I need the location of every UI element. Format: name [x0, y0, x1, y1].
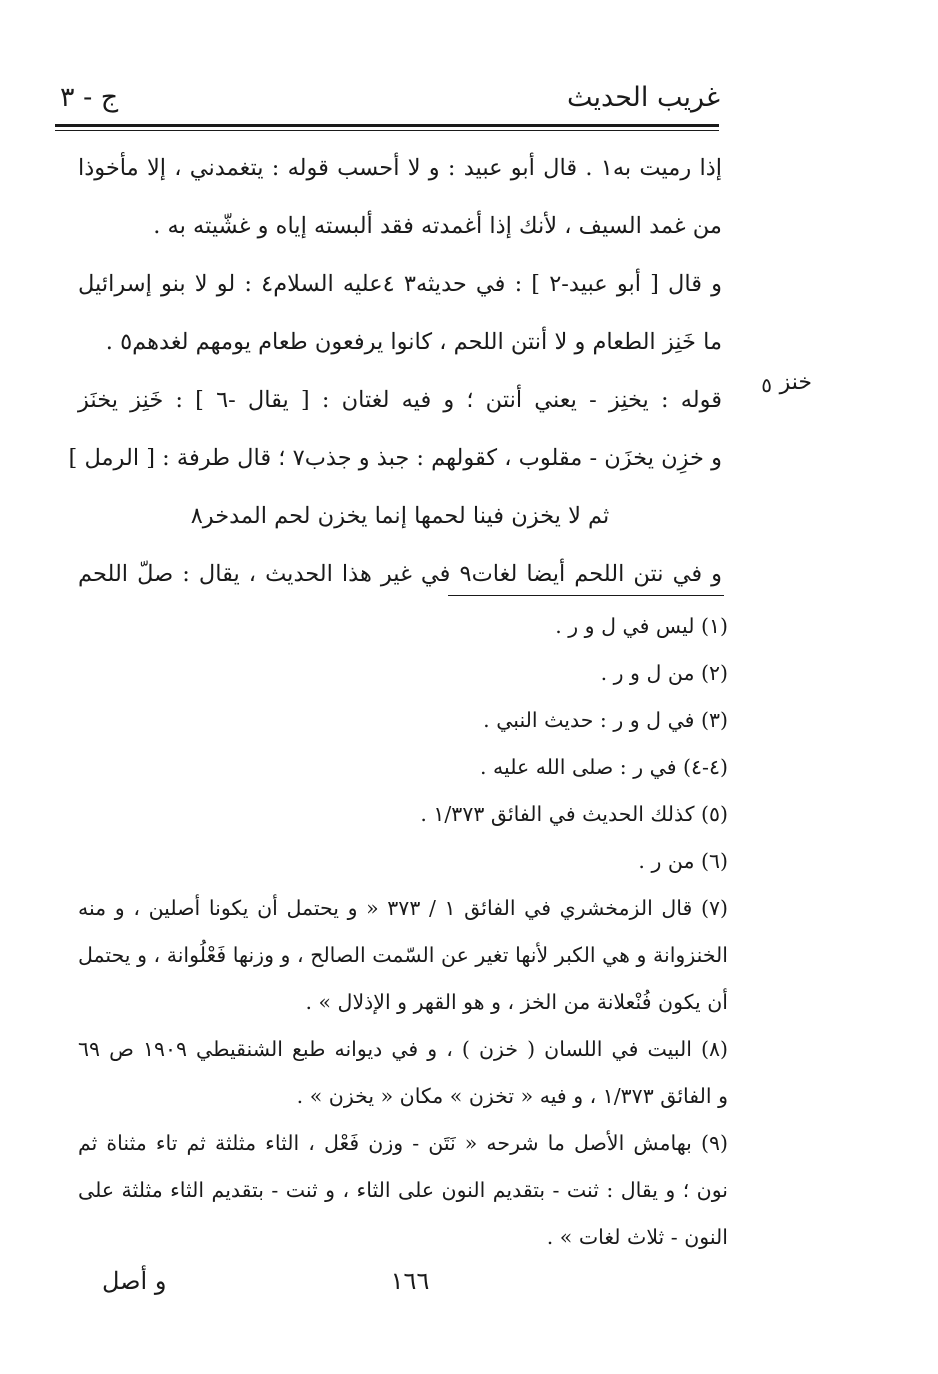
footnote-separator: [448, 595, 724, 596]
footnote: (٢) من ل و ر .: [600, 661, 728, 685]
footnote: (٦) من ر .: [638, 849, 728, 873]
body-line: و قال [ أبو عبيد-٢ ] : في حديثه٣ ٤عليه السلام٤ : لو لا بنو إسرائيل: [78, 271, 722, 297]
footnote-continuation: نون ؛ و يقال : ثنت - بتقديم النون على الثاء ، و ثنت - بتقديم الثاء مثلثة على: [78, 1178, 728, 1202]
footnote: (٤-٤) في ر : صلى الله عليه .: [480, 755, 728, 779]
margin-headword: خنز: [779, 370, 812, 395]
main-text: [68, 144, 723, 608]
body-line: و في نتن اللحم أيضا لغات٩ في غير هذا الحديث ، يقال : صلّ اللحم: [78, 561, 723, 587]
footnote: (٩) بهامش الأصل ما شرحه « نَتَن - وزن فَعْل ، الثاء مثلثة ثم تاء مثناة ثم: [78, 1131, 728, 1155]
running-header: [60, 78, 720, 122]
verse-line: ثم لا يخزن فينا لحمها إنما يخزن لحم المدخر٨: [190, 503, 610, 529]
catchword: و أصل: [102, 1267, 167, 1295]
margin-section-number: ٥: [761, 373, 772, 397]
header-title: غريب الحديث: [567, 82, 720, 113]
body-line: من غمد السيف ، لأنك إذا أغمدته فقد ألبسته إياه و غشّيته به .: [153, 213, 722, 239]
footnotes: [78, 606, 728, 1264]
footnote-continuation: الخنزوانة و هي الكبر لأنها تغير عن السّمت الصالح ، و وزنها فَعْلُوانة ، و يحتمل: [78, 943, 728, 967]
footnote-continuation: و الفائق ١/٣٧٣ ، و فيه « تخزن » مكان « يخزن » .: [296, 1084, 728, 1108]
footnote: (٣) في ل و ر : حديث النبي .: [483, 708, 728, 732]
body-line: و خزِن يخزَن - مقلوب ، كقولهم : جبذ و جذب٧ ؛ قال طرفة : [ الرمل ]: [68, 445, 722, 471]
page-number: ١٦٦: [390, 1267, 430, 1295]
header-rule-thick: [55, 124, 719, 127]
footnote-continuation: النون - ثلاث لغات » .: [546, 1225, 728, 1249]
volume-label: ج - ٣: [60, 82, 119, 113]
footnote: (٧) قال الزمخشري في الفائق ١ / ٣٧٣ « و يحتمل أن يكونا أصلين ، و منه: [78, 896, 728, 920]
footnote: (٥) كذلك الحديث في الفائق ١/٣٧٣ .: [420, 802, 728, 826]
body-line: قوله : يخنِز - يعني أنتن ؛ و فيه لغتان : [ يقال -٦ ] : خَنِز يخنَز: [78, 387, 722, 413]
header-rule-thin: [55, 130, 719, 131]
footnote: (٨) البيت في اللسان ( خزن ) ، و في ديوانه طبع الشنقيطي ١٩٠٩ ص ٦٩: [78, 1037, 728, 1061]
footnote-continuation: أن يكون فُنْعلانة من الخز ، و هو القهر و الإذلال » .: [305, 990, 728, 1014]
body-line: ما خَنِز الطعام و لا أنتن اللحم ، كانوا يرفعون طعام يومهم لغدهم٥ .: [105, 329, 722, 355]
footnote: (١) ليس في ل و ر .: [555, 614, 728, 638]
body-line: إذا رميت به١ . قال أبو عبيد : و لا أحسب قوله : يتغمدني ، إلا مأخوذا: [78, 155, 722, 181]
